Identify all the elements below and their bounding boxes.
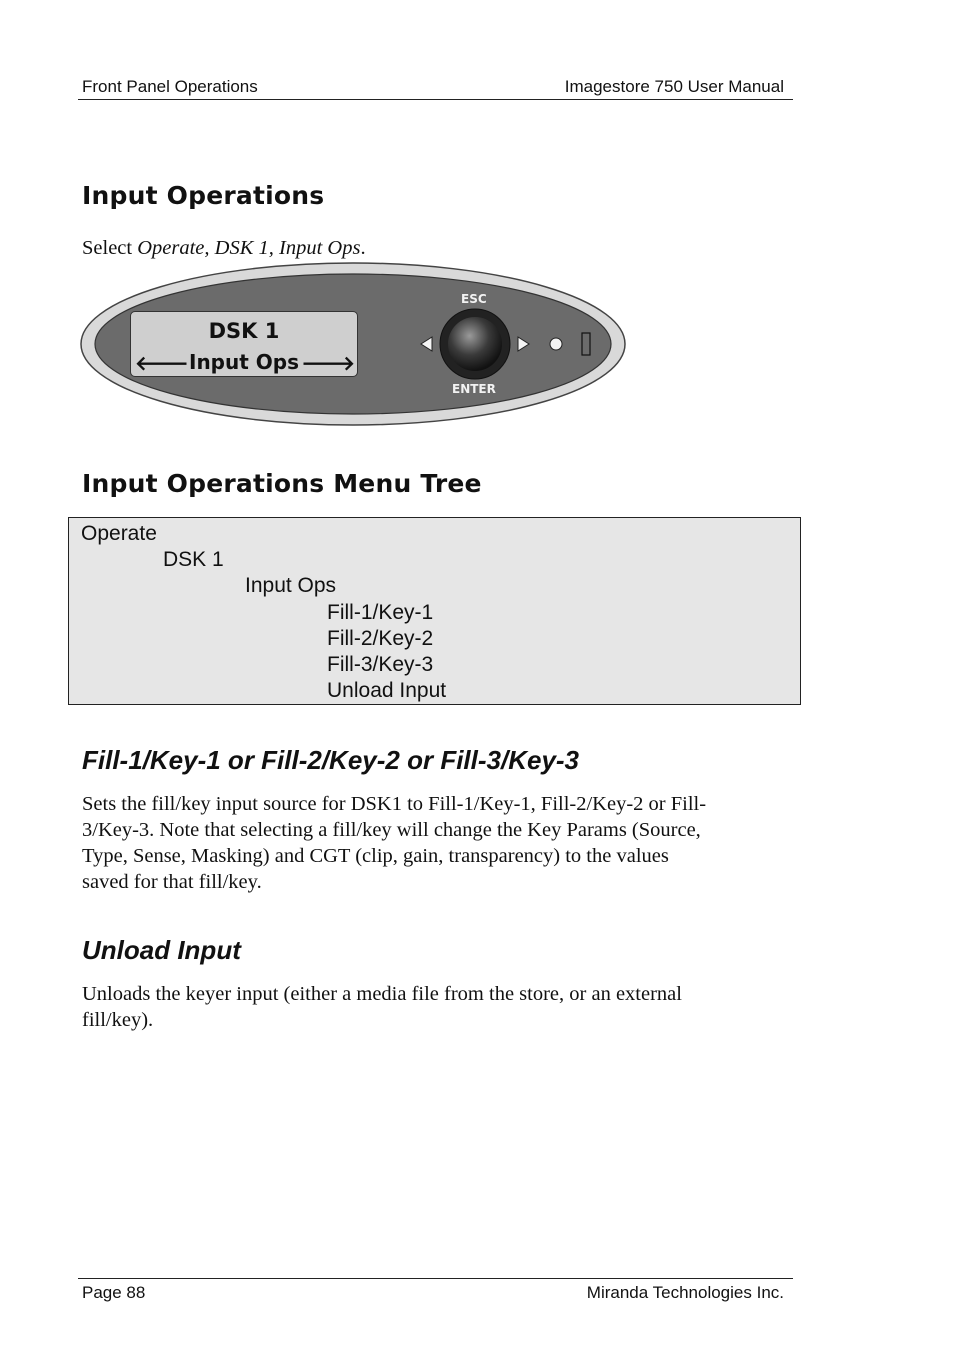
tree-item-fill3: Fill-3/Key-3 <box>327 653 434 676</box>
right-button-icon[interactable] <box>518 337 529 351</box>
paragraph-line: 3/Key-3. Note that selecting a fill/key will change the Key Params (Source, <box>82 819 701 841</box>
esc-label: ESC <box>461 292 487 306</box>
header-manual-title: Imagestore 750 User Manual <box>564 77 784 96</box>
left-button-icon[interactable] <box>421 337 432 351</box>
panel-slot-icon <box>582 333 590 355</box>
intro-text: Select <box>82 237 138 259</box>
tree-level-input-ops: Input Ops <box>245 574 337 597</box>
heading-input-operations: Input Operations <box>82 181 325 210</box>
lcd-line-2: Input Ops <box>189 350 299 374</box>
heading-unload-input: Unload Input <box>82 935 241 965</box>
header-section-title: Front Panel Operations <box>82 77 258 96</box>
footer-page-number: Page 88 <box>82 1283 146 1302</box>
footer-rule <box>78 1278 793 1279</box>
tree-item-fill2: Fill-2/Key-2 <box>327 627 434 650</box>
paragraph-line: Sets the fill/key input source for DSK1 to Fill-1/Key-1, Fill-2/Key-2 or Fill- <box>82 793 707 815</box>
heading-menu-tree: Input Operations Menu Tree <box>82 469 482 498</box>
paragraph-line: Type, Sense, Masking) and CGT (clip, gain, transparency) to the values <box>82 845 669 867</box>
footer-company: Miranda Technologies Inc. <box>586 1283 784 1302</box>
panel-controls <box>80 262 628 427</box>
tree-item-fill1: Fill-1/Key-1 <box>327 601 434 624</box>
intro-paragraph <box>82 235 366 261</box>
lcd-line-1: DSK 1 <box>208 319 280 343</box>
fill-key-paragraph <box>82 791 706 895</box>
menu-tree-box <box>68 517 801 705</box>
paragraph-line: Unloads the keyer input (either a media file from the store, or an external <box>82 983 682 1005</box>
tree-level-dsk1: DSK 1 <box>163 548 224 571</box>
paragraph-line: fill/key). <box>82 1009 154 1031</box>
unload-paragraph <box>82 981 682 1033</box>
intro-end: . <box>360 237 366 259</box>
tree-level-operate: Operate <box>81 522 157 545</box>
enter-label: ENTER <box>452 382 496 396</box>
heading-fill-key: Fill-1/Key-1 or Fill-2/Key-2 or Fill-3/Key-3 <box>82 745 580 775</box>
header-rule <box>78 99 793 100</box>
status-led-icon <box>550 338 562 350</box>
paragraph-line: saved for that fill/key. <box>82 871 262 893</box>
intro-menu-path: Operate, DSK 1, Input Ops <box>137 237 361 259</box>
right-arrow-icon: 🡒 <box>301 351 355 375</box>
select-knob[interactable] <box>440 309 510 379</box>
front-panel-illustration <box>80 262 628 427</box>
tree-item-unload: Unload Input <box>327 679 447 702</box>
left-arrow-icon: 🡐 <box>135 351 189 375</box>
